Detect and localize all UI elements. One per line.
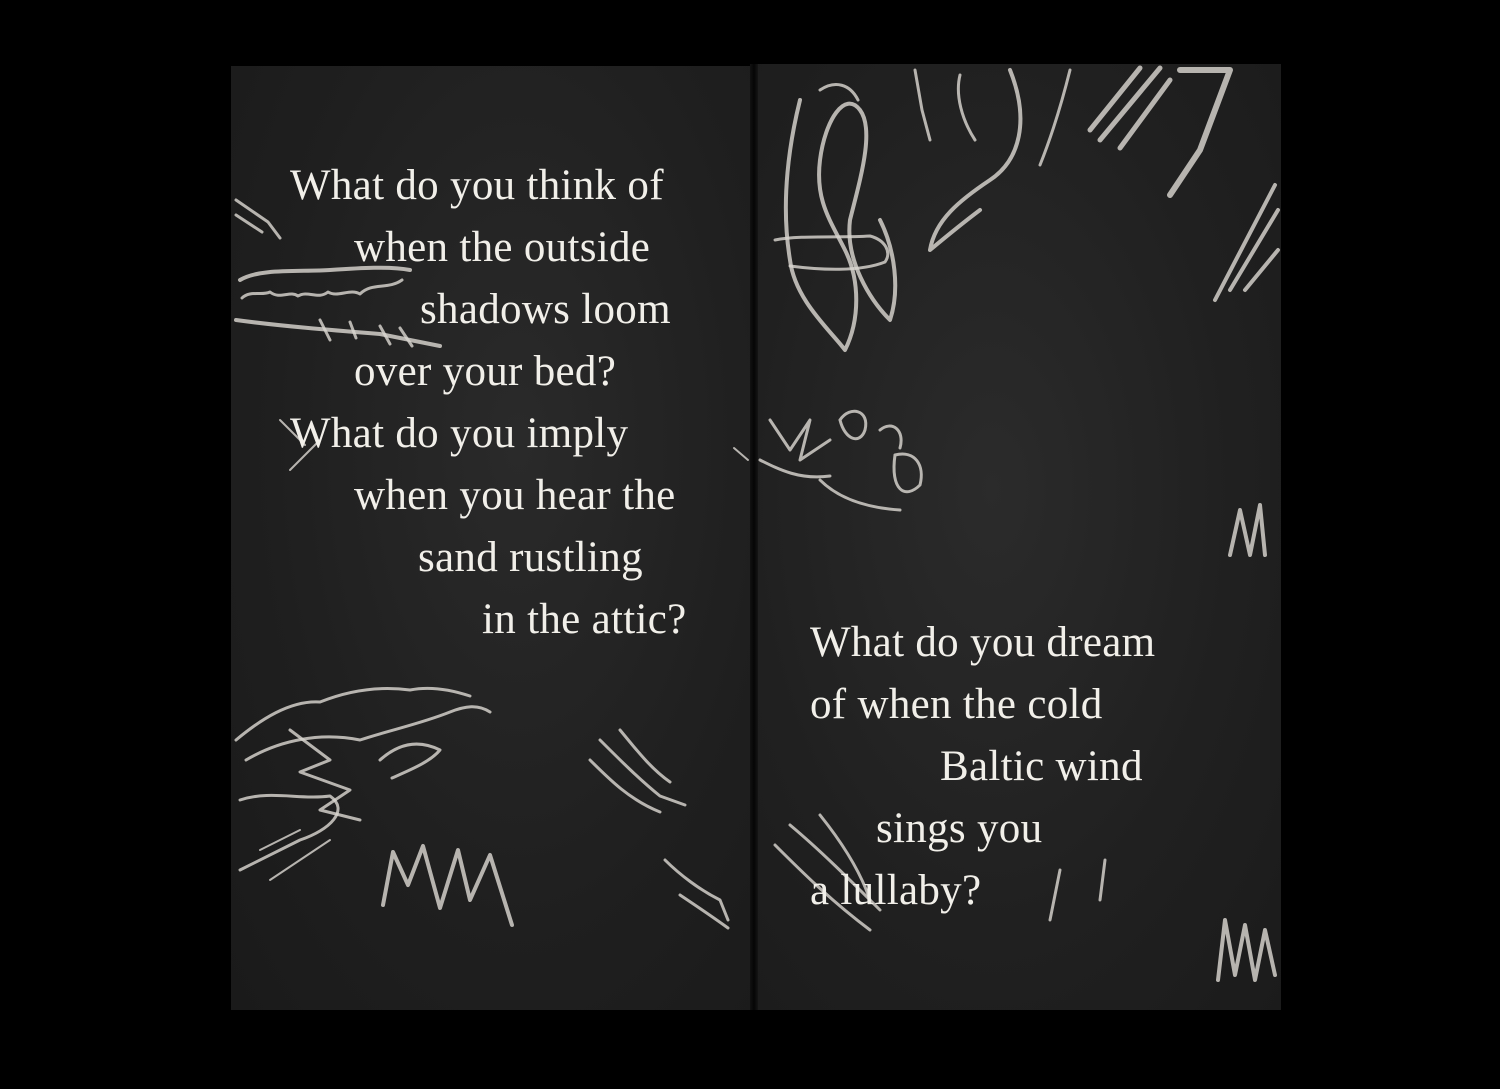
right-poem-line-5: a lullaby? <box>810 867 982 914</box>
right-poem-line-1: What do you dream <box>810 619 1156 666</box>
right-poem-line-4: sings you <box>876 805 1043 852</box>
right-poem-line-2: of when the cold <box>810 681 1103 728</box>
right-poem-line-3: Baltic wind <box>940 743 1143 790</box>
left-poem-line-5: What do you imply <box>290 410 629 457</box>
left-poem-line-6: when you hear the <box>354 472 676 519</box>
left-poem-line-8: in the attic? <box>482 596 687 643</box>
left-poem-line-1: What do you think of <box>290 162 664 209</box>
left-poem-line-4: over your bed? <box>354 348 617 395</box>
left-poem-line-3: shadows loom <box>420 286 671 333</box>
left-poem-line-2: when the outside <box>354 224 651 271</box>
gutter-fold <box>750 64 758 1010</box>
left-poem-line-7: sand rustling <box>418 534 643 581</box>
